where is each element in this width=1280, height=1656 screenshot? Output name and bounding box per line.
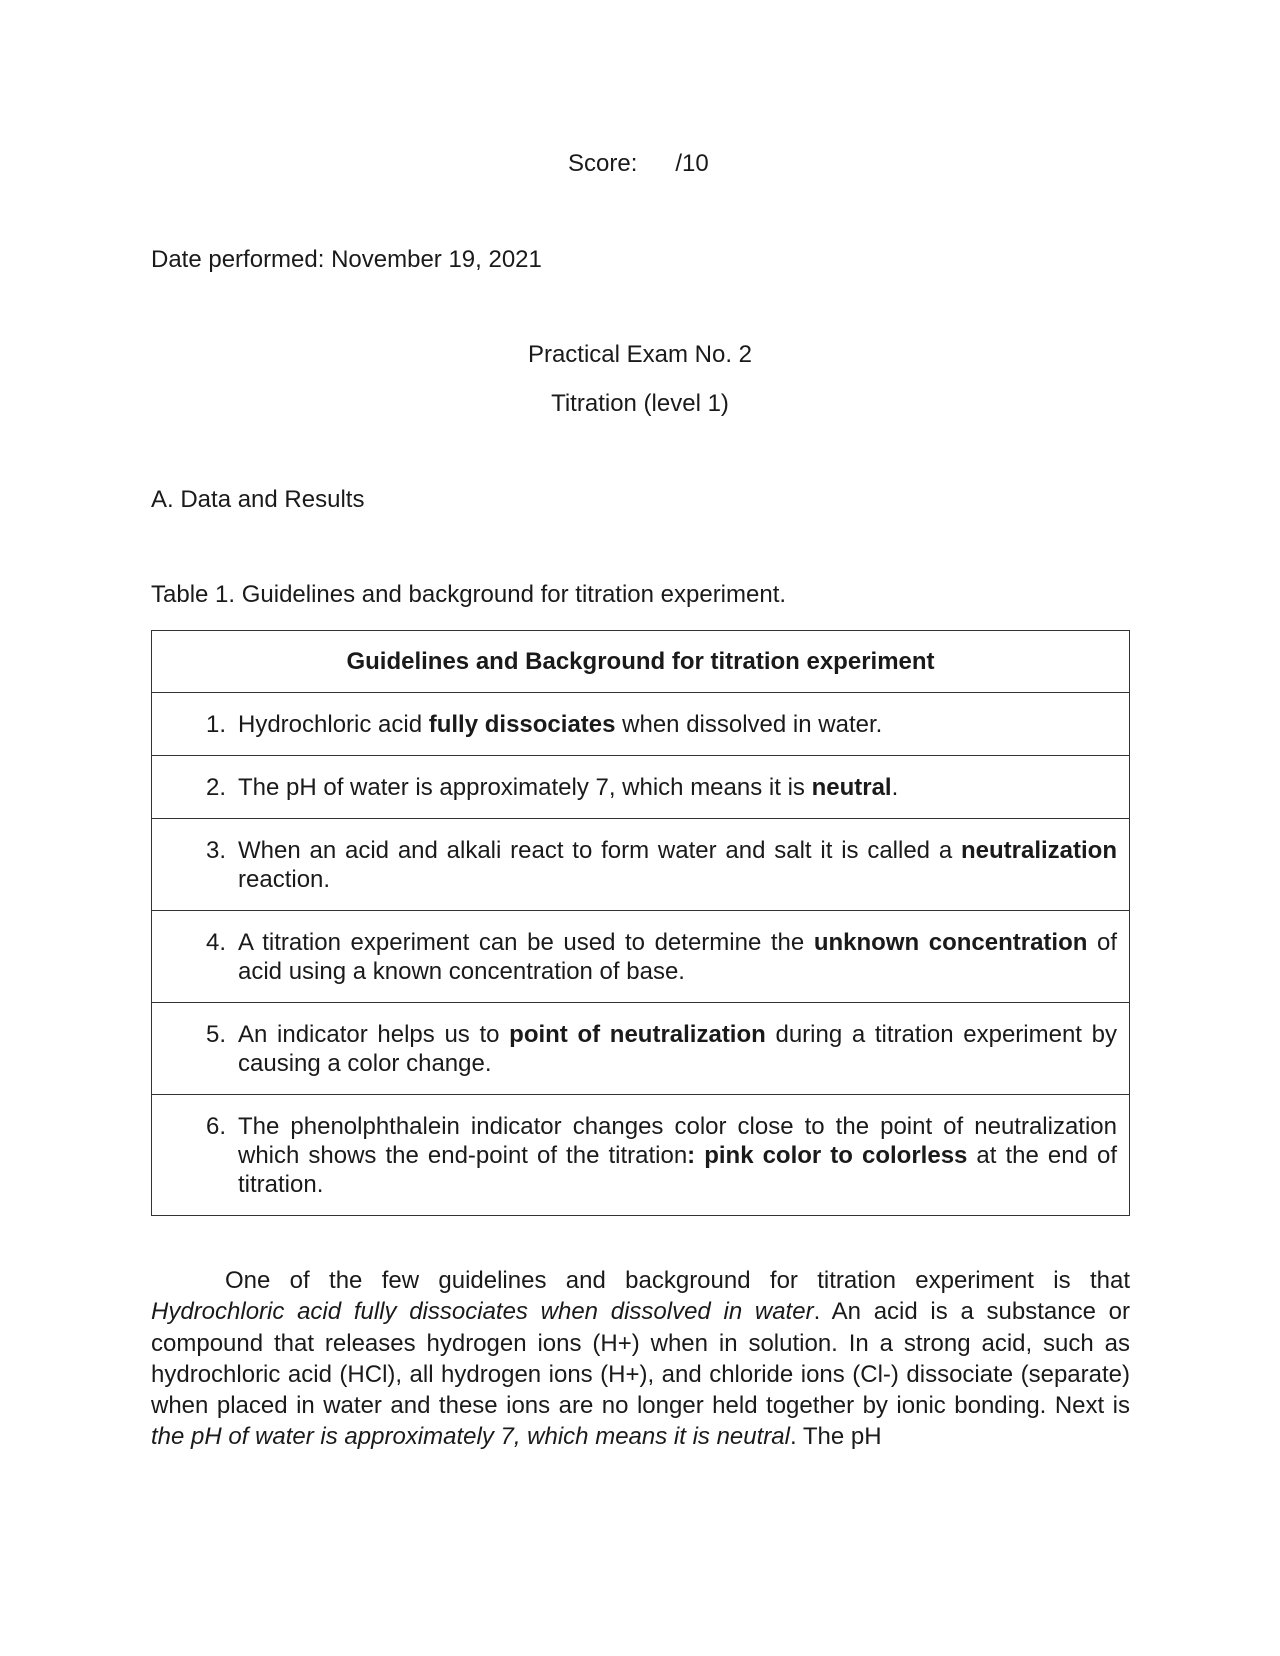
body-paragraph: One of the few guidelines and background for titration experiment is that Hydrochloric acid fully dissociates when dissolved in water. An acid is a substance or compound that releases hydrogen ions (H+) when in solution. In a strong acid, such as hydrochloric acid (HCl), all hydrogen ions (H+), and chloride ions (Cl-) dissociate (separate) when placed in water and these ions are no longer held together by ionic bonding. Next is the pH of water is approximately 7, which means it is neutral. The pH bbox=[151, 1267, 1130, 1451]
row-number: 1. bbox=[205, 710, 226, 738]
row-text: An indicator helps us to point of neutralization during a titration experiment by causing a color change. bbox=[238, 1020, 1117, 1077]
row-text: The phenolphthalein indicator changes color close to the point of neutralization which shows the end-point of the titration: pink color to colorless at the end of titration. bbox=[238, 1112, 1117, 1198]
row-text: A titration experiment can be used to determine the unknown concentration of acid using a known concentration of base. bbox=[238, 928, 1117, 985]
row-number: 6. bbox=[205, 1112, 226, 1140]
exam-title: Practical Exam No. 2 bbox=[527, 341, 753, 368]
table-row bbox=[152, 1003, 1130, 1095]
table-caption: Table 1. Guidelines and background for titration experiment. bbox=[151, 581, 787, 608]
exam-subtitle: Titration (level 1) bbox=[551, 390, 729, 417]
row-number: 2. bbox=[205, 773, 226, 801]
row-text: When an acid and alkali react to form water and salt it is called a neutralization reaction. bbox=[238, 836, 1117, 893]
row-number: 4. bbox=[205, 928, 226, 956]
table-row bbox=[152, 756, 1130, 819]
table-header-row bbox=[152, 631, 1130, 693]
table-row bbox=[152, 693, 1130, 756]
score-line bbox=[568, 150, 709, 179]
table-row bbox=[152, 819, 1130, 911]
table-row bbox=[152, 1095, 1130, 1216]
row-number: 5. bbox=[205, 1020, 226, 1048]
row-text: The pH of water is approximately 7, which means it is neutral. bbox=[238, 773, 899, 801]
date-performed: Date performed: November 19, 2021 bbox=[151, 246, 542, 273]
row-number: 3. bbox=[205, 836, 226, 864]
score-label: Score: bbox=[568, 150, 638, 177]
score-total: /10 bbox=[675, 150, 709, 177]
row-text: Hydrochloric acid fully dissociates when dissolved in water. bbox=[238, 710, 883, 738]
table-header: Guidelines and Background for titration experiment bbox=[152, 631, 1130, 693]
guidelines-table bbox=[151, 630, 1130, 1216]
section-heading: A. Data and Results bbox=[151, 486, 365, 513]
table-row bbox=[152, 911, 1130, 1003]
